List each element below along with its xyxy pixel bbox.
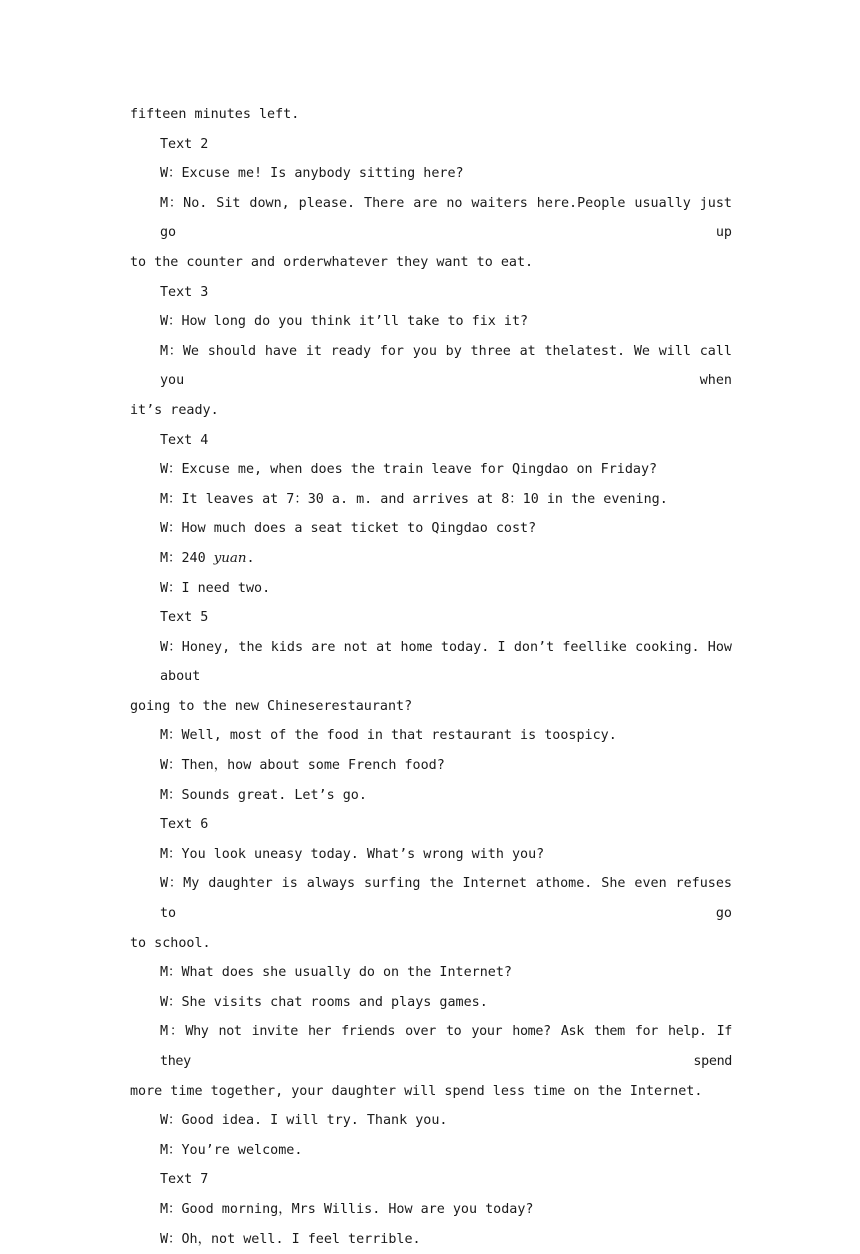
dialogue-line: W：Good idea. I will try. Thank you. xyxy=(160,1113,448,1129)
dialogue-line: W：I need two. xyxy=(160,580,271,596)
dialogue-line: W：My daughter is always surfing the Internet athome. She even refuses to go xyxy=(160,876,732,922)
dialogue-line: W：Oh，not well. I feel terrible. xyxy=(160,1231,421,1247)
dialogue-text: M：240 xyxy=(160,550,214,566)
dialogue-line: M：It leaves at 7：30 a. m. and arrives at 8：10 in the evening. xyxy=(160,491,668,507)
dialogue-line: W：She visits chat rooms and plays games. xyxy=(160,994,488,1010)
dialogue-line: M：Good morning，Mrs Willis. How are you today? xyxy=(160,1201,534,1217)
dialogue-line: M：No. Sit down, please. There are no waiters here.People usually just go up xyxy=(160,195,732,241)
dialogue-line: W：How long do you think it’ll take to fix it? xyxy=(160,314,529,330)
dialogue-line: M：You’re welcome. xyxy=(160,1142,303,1158)
dialogue-line: W：Honey, the kids are not at home today. I don’t feellike cooking. How about xyxy=(160,639,732,685)
paragraph-continuation: fifteen minutes left. xyxy=(130,107,300,122)
dialogue-line-continuation: going to the new Chineserestaurant? xyxy=(130,698,413,714)
text-3-heading: Text 3 xyxy=(160,284,209,300)
text-7-heading: Text 7 xyxy=(160,1172,209,1188)
dialogue-line: M：Why not invite her friends over to your home? Ask them for help. If they spend xyxy=(160,1024,732,1069)
dialogue-line-continuation: more time together, your daughter will spend less time on the Internet. xyxy=(130,1083,703,1099)
text-5-heading: Text 5 xyxy=(160,610,209,626)
text-2-heading: Text 2 xyxy=(160,136,209,152)
dialogue-line: M：What does she usually do on the Internet? xyxy=(160,965,512,981)
dialogue-line: M：Sounds great. Let’s go. xyxy=(160,787,367,803)
dialogue-line: M：Well, most of the food in that restaurant is toospicy. xyxy=(160,728,617,744)
dialogue-line xyxy=(130,544,732,574)
dialogue-line-continuation: to school. xyxy=(130,935,211,951)
italic-word: yuan xyxy=(213,550,247,566)
document-page xyxy=(130,100,732,1254)
dialogue-line-continuation: it’s ready. xyxy=(130,402,219,418)
dialogue-line: W：Excuse me! Is anybody sitting here? xyxy=(160,166,464,182)
dialogue-line-continuation: to the counter and orderwhatever they want to eat. xyxy=(130,254,534,270)
dialogue-line: W：Then，how about some French food? xyxy=(160,758,445,774)
text-4-heading: Text 4 xyxy=(160,432,209,448)
dialogue-line: M：You look uneasy today. What’s wrong with you? xyxy=(160,846,545,862)
dialogue-text: . xyxy=(246,550,255,566)
dialogue-line: M：We should have it ready for you by three at thelatest. We will call you when xyxy=(160,343,732,389)
dialogue-line: W：How much does a seat ticket to Qingdao cost? xyxy=(160,521,537,537)
dialogue-line: W：Excuse me, when does the train leave for Qingdao on Friday? xyxy=(160,462,658,478)
text-6-heading: Text 6 xyxy=(160,817,209,833)
